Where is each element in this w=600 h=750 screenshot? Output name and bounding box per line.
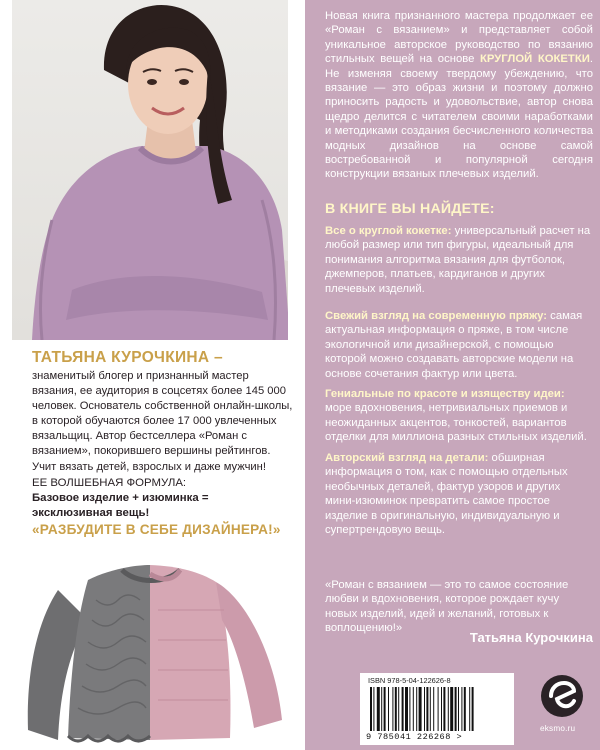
- barcode-bar: [388, 687, 389, 731]
- barcode-bar: [461, 687, 462, 731]
- intro-highlight: КРУГЛОЙ КОКЕТКИ: [479, 53, 590, 66]
- barcode-bar: [443, 687, 445, 731]
- barcode-bar: [377, 687, 380, 731]
- barcode-bar: [405, 687, 408, 731]
- barcode-bar: [419, 687, 422, 731]
- intro-part-1: Новая книга признанного мастера продолжает ее «Роман с вязанием» и представляет собой уникальное авторское руководство по вязанию стильных вещей на основе: [325, 10, 593, 66]
- author-photo: [12, 0, 288, 340]
- sweater-photo: [18, 550, 288, 750]
- back-cover-panel: [305, 0, 600, 750]
- barcode-bar: [392, 687, 393, 731]
- feature-item: [325, 224, 593, 296]
- eksmo-logo-icon: [537, 672, 587, 724]
- barcode-bar: [448, 687, 449, 731]
- barcode-bar: [384, 687, 386, 731]
- feature-item: [325, 387, 593, 445]
- barcode-bars: [370, 687, 504, 731]
- author-bio: знаменитый блогер и признанный мастер вязания, ее аудитория в соцсетях более 145 000 человек. Основатель собственной онлайн-школы, в которой обучаются более 17 000 увлеченных вязальщиц. Автор бестселлера «Роман с вязанием», покорившего вершины рейтингов. Учит вязать детей, взрослых и даже мужчин!: [32, 370, 293, 473]
- barcode-digits: 9 785041 226268 >: [366, 732, 463, 742]
- feature-text: обширная информация о том, как с помощью отдельных необычных деталей, фактур узоров и других мини-изюминок превратить самое простое изделие в оригинальную, индивидуальную и супертрендовую вещь.: [325, 452, 568, 537]
- barcode-bar: [464, 687, 466, 731]
- feature-text: самая актуальная информация о пряже, в том числе экологичной или дизайнерской, с помощью которой можно создавать авторские модели на основе сочетания фактур или цвета.: [325, 310, 583, 380]
- feature-heading: Все о круглой кокетке:: [325, 225, 452, 237]
- barcode-bar: [373, 687, 374, 731]
- author-quote: «Роман с вязанием — это то самое состояние любви и вдохновения, которое рождает кучу новых изделий, идей и желаний, готовых к воплощению!»: [325, 579, 569, 635]
- barcode-bar: [472, 687, 474, 731]
- intro-part-2: . Не изменяя своему твердому убеждению, что вязание — это образ жизни и поэтому должно приносить радость и удовольствие, автор снова щедро делится с читателем своими наработками и методиками создания бесчисленного количества модных дизайнов на основе самой востребованной и популярной сегодня конструкции вязаных плечевых изделий.: [325, 53, 593, 181]
- feature-text: универсальный расчет на любой размер или тип фигуры, идеальный для понимания алгоритма вязания для футболок, джемперов, платьев, кардиганов и других плечевых изделий.: [325, 225, 591, 295]
- publisher-logo: [537, 672, 587, 744]
- barcode-bar: [370, 687, 372, 731]
- feature-text: море вдохновения, нетривиальных приемов и неожиданных акцентов, тонкостей, вариантов отделки для миллиона разных стильных изделий.: [325, 402, 587, 444]
- barcode-bar: [395, 687, 397, 731]
- quote-author: Татьяна Курочкина: [469, 630, 593, 645]
- feature-heading: Авторский взгляд на детали:: [325, 452, 489, 464]
- barcode-bar: [413, 687, 414, 731]
- slogan: «РАЗБУДИТЕ В СЕБЕ ДИЗАЙНЕРА!»: [32, 522, 281, 537]
- publisher-site: eksmo.ru: [540, 724, 576, 733]
- feature-item: [325, 451, 593, 537]
- barcode-bar: [409, 687, 410, 731]
- author-photo-illustration: [12, 0, 288, 340]
- barcode-bar: [458, 687, 459, 731]
- barcode-bar: [381, 687, 382, 731]
- barcode-bar: [433, 687, 434, 731]
- feature-heading: Свежий взгляд на современную пряжу:: [325, 310, 548, 322]
- barcode-bar: [426, 687, 428, 731]
- section-heading: В КНИГЕ ВЫ НАЙДЕТЕ:: [325, 201, 495, 217]
- formula-line-2: эксклюзивная вещь!: [32, 506, 150, 519]
- feature-item: [325, 309, 593, 381]
- formula-text: [32, 491, 294, 520]
- barcode-bar: [469, 687, 470, 731]
- sweater-illustration: [18, 550, 288, 750]
- barcode-bar: [450, 687, 453, 731]
- barcode-bar: [441, 687, 442, 731]
- author-name: ТАТЬЯНА КУРОЧКИНА –: [32, 349, 223, 366]
- feature-heading: Гениальные по красоте и изяществу идеи:: [325, 388, 565, 400]
- barcode-bar: [416, 687, 417, 731]
- formula-line-1: Базовое изделие + изюминка =: [32, 492, 209, 504]
- barcode-bar: [430, 687, 431, 731]
- intro-text: [325, 9, 593, 182]
- barcode-bar: [398, 687, 399, 731]
- barcode-bar: [438, 687, 439, 731]
- barcode: [360, 673, 514, 745]
- barcode-bar: [424, 687, 425, 731]
- barcode-bar: [402, 687, 404, 731]
- isbn-label: ISBN 978-5-04-122626-8: [368, 676, 451, 685]
- formula-title: ЕЕ ВОЛШЕБНАЯ ФОРМУЛА:: [32, 477, 187, 489]
- barcode-bar: [455, 687, 457, 731]
